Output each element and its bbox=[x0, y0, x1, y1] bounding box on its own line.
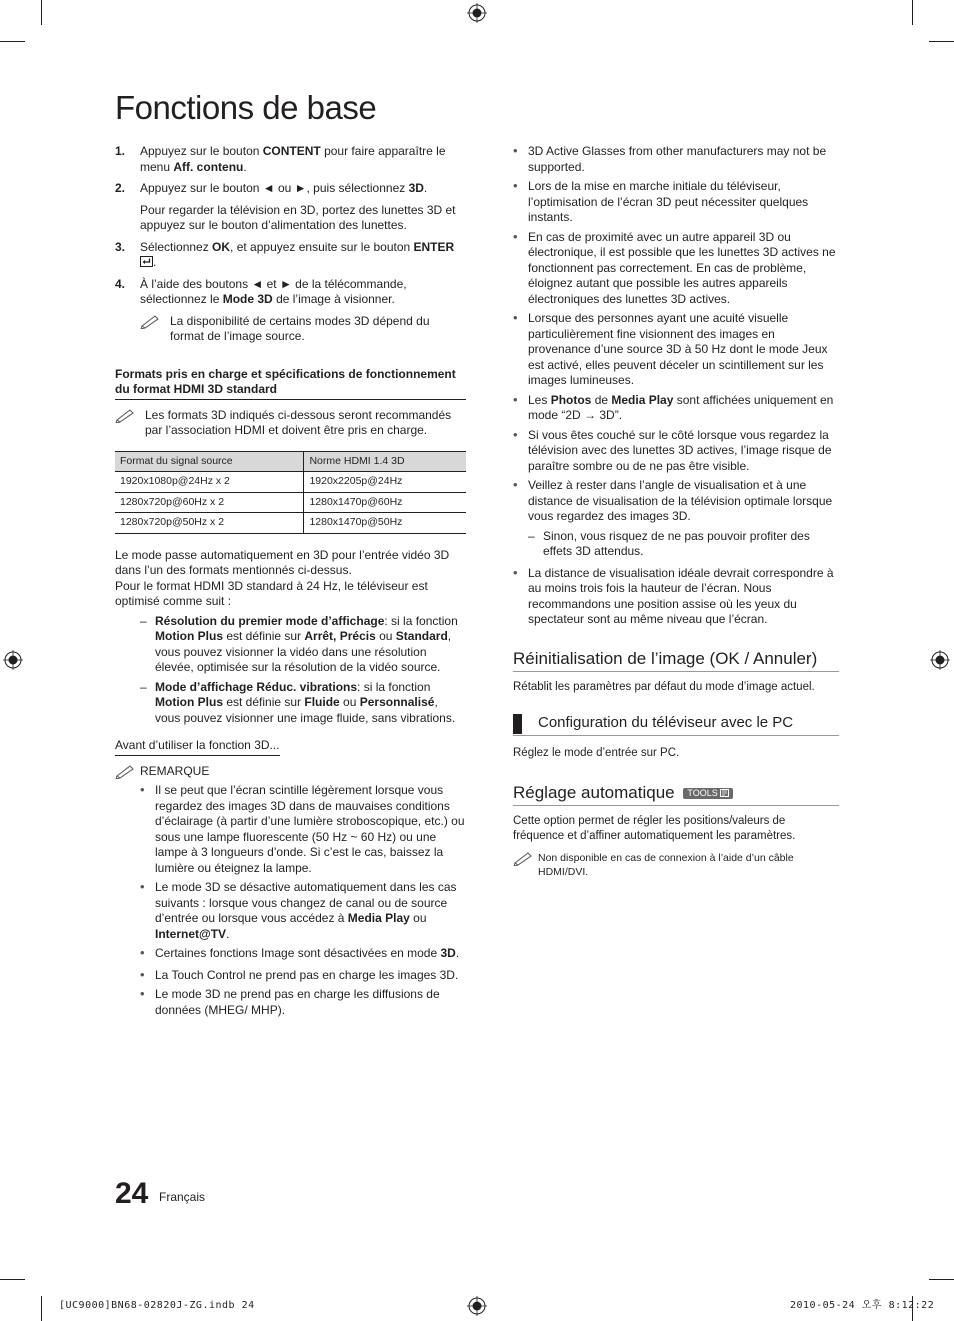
list-item: • Lorsque des personnes ayant une acuité visuelle particulièrement fine visionnent des images en provenance d’une source 3D à 50 Hz dont le mode Jeux est activé, elles peuvent déceler un scintillement sur les images lumineuses. bbox=[513, 311, 839, 389]
tools-icon bbox=[720, 789, 729, 797]
auto-adjust-text: Cette option permet de régler les positions/valeurs de fréquence et d’affiner automatiquement les paramètres. bbox=[513, 814, 796, 842]
table-cell: 1920x2205p@24Hz bbox=[304, 472, 466, 493]
registration-mark-icon bbox=[467, 1296, 487, 1316]
pc-setup-text: Réglez le mode d’entrée sur PC. bbox=[513, 747, 680, 759]
step-4: 4. À l’aide des boutons ◄ et ► de la télécommande, sélectionnez le Mode 3D de l’image à visionner. bbox=[115, 276, 407, 306]
list-item: • La distance de visualisation idéale devrait correspondre à au moins trois fois la hauteur de l’écran. Nous recommandons une position assise où les yeux du spectateur sont au même niveau que l’écran. bbox=[513, 566, 839, 628]
dash-item-3d-effects: – Sinon, vous risquez de ne pas pouvoir profiter des effets 3D attendus. bbox=[528, 528, 810, 558]
column-header: Norme HDMI 1.4 3D bbox=[304, 451, 466, 472]
registration-mark-icon bbox=[467, 3, 487, 23]
table-row bbox=[115, 513, 466, 534]
crop-mark bbox=[41, 0, 42, 25]
before-use-heading: Avant d’utiliser la fonction 3D... bbox=[115, 738, 280, 756]
paragraph: Le mode passe automatiquement en 3D pour l’entrée vidéo 3D dans l’un des formats mentionnés ci-dessus. bbox=[115, 547, 450, 577]
print-footer-date: 2010-05-24 오후 8:12:22 bbox=[790, 1300, 935, 1311]
step-1: 1. Appuyez sur le bouton CONTENT pour faire apparaître le menu Aff. contenu. bbox=[115, 144, 446, 174]
note-pencil-icon bbox=[115, 763, 137, 779]
enter-icon bbox=[140, 256, 153, 267]
remarks-list bbox=[115, 783, 466, 1018]
print-footer-file: [UC9000]BN68-02820J-ZG.indb 24 bbox=[59, 1300, 255, 1311]
list-item: • Certaines fonctions Image sont désactivées en mode 3D. bbox=[115, 946, 466, 962]
reset-image-text: Rétablit les paramètres par défaut du mode d’image actuel. bbox=[513, 680, 815, 693]
table-cell: 1280x720p@50Hz x 2 bbox=[115, 513, 304, 534]
viewing-distance-list bbox=[513, 566, 839, 628]
table-header-row bbox=[115, 451, 466, 472]
crop-mark bbox=[912, 0, 913, 25]
list-item: • Il se peut que l’écran scintille légèrement lorsque vous regardez des images 3D dans de mauvaises conditions d’éclairage (à partir d’une lumière stroboscopique, etc.) ou sous une lampe fluorescente (50 Hz ~ 60 Hz) ou une lampe à 3 longueurs d’onde. Si c’est le cas, baissez la lumière ou éteignez la lampe. bbox=[115, 783, 466, 876]
list-item: • Lors de la mise en marche initiale du téléviseur, l’optimisation de l’écran 3D peut nécessiter quelques instants. bbox=[513, 179, 839, 226]
column-header: Format du signal source bbox=[115, 451, 304, 472]
remarque-label: REMARQUE bbox=[115, 764, 466, 780]
auto-adjust-heading: Réglage automatique TOOLS bbox=[513, 782, 839, 806]
auto-adjust-note: Non disponible en cas de connexion à l’aide d’un câble HDMI/DVI. bbox=[513, 851, 839, 879]
list-item: • Les Photos de Media Play sont affichées uniquement en mode “2D → 3D”. bbox=[513, 393, 839, 424]
right-column bbox=[513, 144, 839, 885]
step-2-detail: Pour regarder la télévision en 3D, portez des lunettes 3D et appuyez sur le bouton d’alimentation des lunettes. bbox=[140, 202, 456, 232]
registration-mark-icon bbox=[930, 650, 950, 670]
formats-heading: Formats pris en charge et spécifications de fonctionnement du format HDMI 3D standard bbox=[115, 367, 466, 400]
step-2: 2. Appuyez sur le bouton ◄ ou ►, puis sélectionnez 3D. bbox=[115, 181, 428, 195]
crop-mark bbox=[929, 41, 954, 42]
crop-mark bbox=[41, 1296, 42, 1321]
step-4-note: La disponibilité de certains modes 3D dépend du format de l’image source. bbox=[140, 314, 466, 345]
table-row bbox=[115, 472, 466, 493]
table-row bbox=[115, 492, 466, 513]
note-pencil-icon bbox=[513, 850, 535, 866]
table-cell: 1280x720p@60Hz x 2 bbox=[115, 492, 304, 513]
registration-mark-icon bbox=[3, 650, 23, 670]
dash-item-vibration-mode: – Mode d’affichage Réduc. vibrations: si la fonction Motion Plus est définie sur Fluide ou Personnalisé, vous pouvez visionner une image fluide, sans vibrations. bbox=[140, 679, 456, 725]
crop-mark bbox=[0, 1279, 25, 1280]
pc-setup-heading: Configuration du téléviseur avec le PC bbox=[513, 713, 839, 736]
table-cell: 1920x1080p@24Hz x 2 bbox=[115, 472, 304, 493]
list-item: • Le mode 3D ne prend pas en charge les diffusions de données (MHEG/ MHP). bbox=[115, 987, 466, 1018]
hdmi-format-table bbox=[115, 451, 466, 534]
list-item: • Le mode 3D se désactive automatiquement dans les cas suivants : lorsque vous changez de canal ou de source d’entrée ou lorsque vous accédez à Media Play ou Internet@TV. bbox=[115, 880, 466, 942]
crop-mark bbox=[929, 1279, 954, 1280]
list-item: • La Touch Control ne prend pas en charge les images 3D. bbox=[115, 968, 466, 984]
dash-item-first-mode: – Résolution du premier mode d’affichage: si la fonction Motion Plus est définie sur Arrêt, Précis ou Standard, vous pouvez visionner la vidéo dans une résolution élevée, optimisée sur la résolution de la vidéo source. bbox=[140, 613, 458, 674]
list-item: • Veillez à rester dans l’angle de visualisation et à une distance de visualisation de la télévision optimale lorsque vous regardez des images 3D. bbox=[513, 478, 839, 525]
paragraph: Pour le format HDMI 3D standard à 24 Hz, le téléviseur est optimisé comme suit : bbox=[115, 578, 428, 608]
tools-badge: TOOLS bbox=[683, 788, 733, 799]
formats-note: Les formats 3D indiqués ci-dessous seront recommandés par l’association HDMI et doivent être pris en charge. bbox=[115, 408, 466, 439]
left-column bbox=[115, 144, 466, 1022]
note-pencil-icon bbox=[115, 407, 137, 423]
list-item: • Si vous êtes couché sur le côté lorsque vous regardez la télévision avec des lunettes 3D actives, l’image risque de paraître sombre ou de ne pas être visible. bbox=[513, 428, 839, 475]
crop-mark bbox=[0, 41, 25, 42]
reset-image-heading: Réinitialisation de l’image (OK / Annuler) bbox=[513, 648, 839, 672]
table-cell: 1280x1470p@50Hz bbox=[304, 513, 466, 534]
note-pencil-icon bbox=[140, 313, 162, 329]
page-number: 24 bbox=[115, 1177, 149, 1210]
step-3: 3. Sélectionnez OK, et appuyez ensuite sur le bouton ENTER . bbox=[115, 239, 455, 269]
page-title: Fonctions de base bbox=[115, 89, 377, 126]
glasses-notes-list bbox=[513, 144, 839, 525]
list-item: • En cas de proximité avec un autre appareil 3D ou électronique, il est possible que les lunettes 3D actives ne fonctionnent pas correctement. En cas de problème, éloignez autant que possible les autres appareils électroniques des lunettes 3D actives. bbox=[513, 230, 839, 308]
page-language: Français bbox=[159, 1190, 206, 1204]
list-item: • 3D Active Glasses from other manufacturers may not be supported. bbox=[513, 144, 839, 175]
table-cell: 1280x1470p@60Hz bbox=[304, 492, 466, 513]
